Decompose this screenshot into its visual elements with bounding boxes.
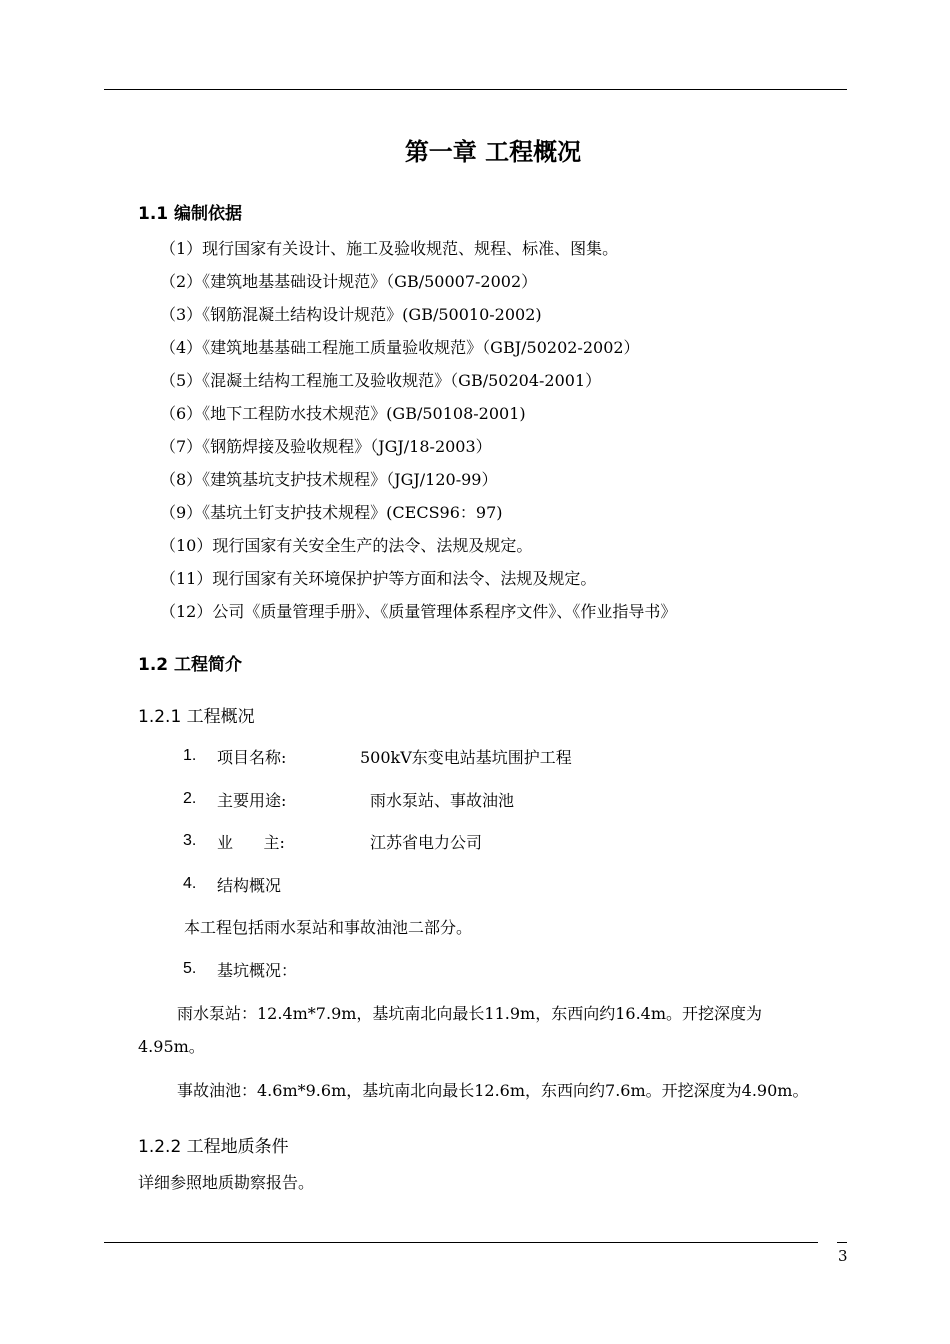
item-value: 江苏省电力公司 <box>370 833 483 852</box>
chapter-title: 第一章 工程概况 <box>404 138 582 166</box>
reference-item: （6）《地下工程防水技术规范》(GB/50108-2001) <box>160 404 526 423</box>
item-number: 3. <box>183 832 197 849</box>
subsection-heading-1-2-1: 1.2.1 工程概况 <box>138 707 255 727</box>
geology-note: 详细参照地质勘察报告。 <box>138 1173 315 1192</box>
reference-item: （5）《混凝土结构工程施工及验收规范》（GB/50204-2001） <box>160 371 602 390</box>
item-number: 1. <box>183 747 197 764</box>
item-number: 5. <box>183 960 197 977</box>
reference-item: （8）《建筑基坑支护技术规程》（JGJ/120-99） <box>160 470 498 489</box>
item-label: 基坑概况： <box>217 961 298 980</box>
reference-item: （11）现行国家有关环境保护护等方面和法令、法规及规定。 <box>160 569 597 588</box>
item-label: 业 主: <box>217 833 285 852</box>
pump-station-description-cont: 4.95m。 <box>138 1037 205 1056</box>
subsection-heading-1-2-2: 1.2.2 工程地质条件 <box>138 1137 289 1157</box>
item-number: 2. <box>183 790 197 807</box>
reference-item: （12）公司《质量管理手册》、《质量管理体系程序文件》、《作业指导书》 <box>160 602 677 621</box>
reference-item: （4）《建筑地基基础工程施工质量验收规范》（GBJ/50202-2002） <box>160 338 640 357</box>
item-value: 雨水泵站、事故油池 <box>370 791 515 810</box>
pump-station-description: 雨水泵站：12.4m*7.9m，基坑南北向最长11.9m，东西向约16.4m。开挖深度为 <box>177 1004 763 1023</box>
reference-item: （2）《建筑地基基础设计规范》（GB/50007-2002） <box>160 272 538 291</box>
reference-item: （1）现行国家有关设计、施工及验收规范、规程、标准、图集。 <box>160 239 619 258</box>
footer-rule <box>104 1242 818 1243</box>
section-heading-1-2: 1.2 工程简介 <box>138 655 243 675</box>
item-value: 500kV东变电站基坑围护工程 <box>360 748 572 767</box>
reference-item: （7）《钢筋焊接及验收规程》（JGJ/18-2003） <box>160 437 492 456</box>
reference-item: （3）《钢筋混凝土结构设计规范》(GB/50010-2002) <box>160 305 542 324</box>
structure-description: 本工程包括雨水泵站和事故油池二部分。 <box>184 918 473 937</box>
header-rule <box>104 89 847 90</box>
page-number-rule <box>837 1242 847 1243</box>
item-label: 主要用途: <box>217 791 287 810</box>
reference-item: （9）《基坑土钉支护技术规程》(CECS96：97) <box>160 503 503 522</box>
page-number: 3 <box>838 1247 848 1265</box>
reference-item: （10）现行国家有关安全生产的法令、法规及规定。 <box>160 536 533 555</box>
item-number: 4. <box>183 875 197 892</box>
oil-pool-description: 事故油池：4.6m*9.6m，基坑南北向最长12.6m，东西向约7.6m。开挖深度为4.90m。 <box>177 1081 809 1100</box>
item-label: 项目名称: <box>217 748 287 767</box>
section-heading-1-1: 1.1 编制依据 <box>138 204 243 224</box>
item-label: 结构概况 <box>217 876 282 895</box>
